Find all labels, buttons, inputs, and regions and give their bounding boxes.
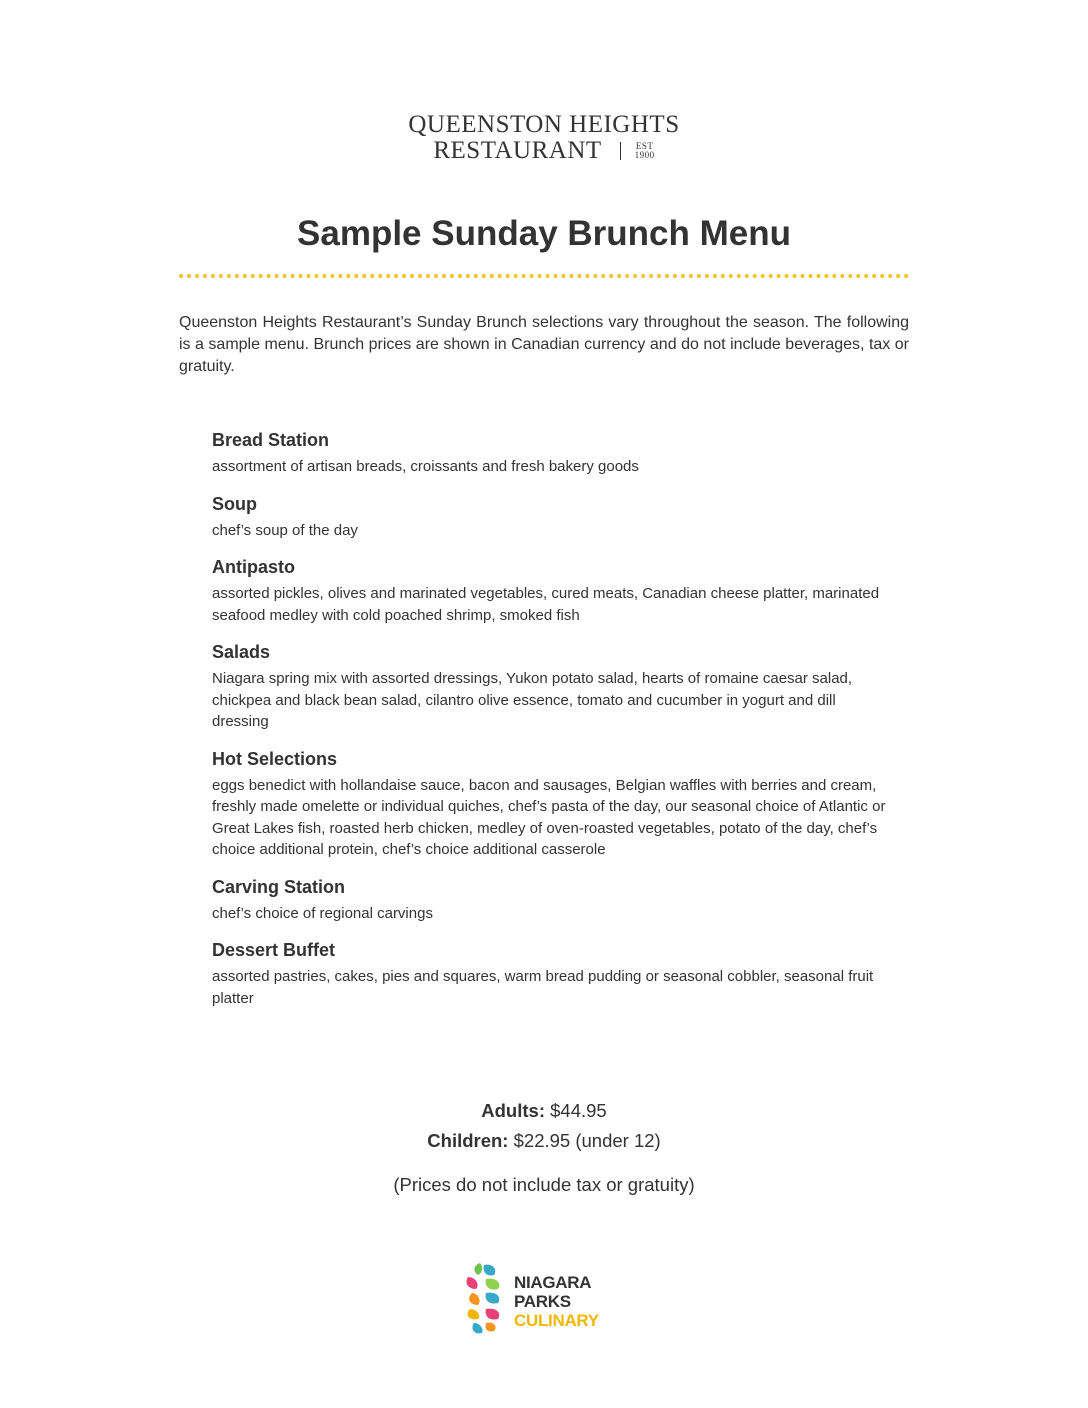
price-children-label: Children: (427, 1130, 509, 1151)
section-description: eggs benedict with hollandaise sauce, bacon and sausages, Belgian waffles with berries and cream, freshly made omelette or individual quiches, chef’s pasta of the day, our seasonal choice of Atlantic or Great Lakes fish, roasted herb chicken, medley of oven-roasted vegetables, potato of the day, chef’s choice additional protein, chef’s choice additional casserole (212, 776, 886, 858)
section-description: chef’s choice of regional carvings (212, 904, 433, 922)
menu-sections (212, 428, 892, 1023)
price-children-value: $22.95 (under 12) (513, 1130, 661, 1151)
section-heading: Bread Station (212, 430, 330, 450)
section-description: assorted pastries, cakes, pies and squares, warm bread pudding or seasonal cobbler, seasonal fruit platter (212, 968, 874, 1007)
section-description: Niagara spring mix with assorted dressings, Yukon potato salad, hearts of romaine caesar salad, chickpea and black bean salad, cilantro olive essence, tomato and cucumber in yogurt and dill dressing (212, 670, 853, 730)
dotted-divider (179, 274, 909, 278)
menu-section-antipasto (212, 555, 892, 626)
price-children (0, 1126, 1088, 1156)
brand-line-2: PARKS (514, 1291, 571, 1311)
section-heading: Salads (212, 642, 271, 662)
logo-est-year: 1900 (634, 150, 655, 160)
price-adults (0, 1096, 1088, 1126)
logo-line-2: RESTAURANT (433, 137, 602, 164)
logo-line-1: QUEENSTON HEIGHTS (408, 111, 680, 138)
section-description: assortment of artisan breads, croissants and fresh bakery goods (212, 458, 639, 475)
section-description: chef’s soup of the day (212, 521, 358, 539)
logo-est-label: EST (635, 141, 654, 151)
price-block (0, 1096, 1088, 1200)
price-adults-label: Adults: (481, 1100, 545, 1121)
logo-line-2-row (433, 138, 654, 164)
menu-section-salads (212, 640, 892, 733)
leaf-emblem-icon (462, 1259, 506, 1343)
section-description: assorted pickles, olives and marinated vegetables, cured meats, Canadian cheese platter, marinated seafood medley with cold poached shrimp, smoked fish (212, 585, 880, 624)
brand-wordmark (514, 1273, 599, 1330)
intro-paragraph: Queenston Heights Restaurant’s Sunday Brunch selections vary throughout the season. The following is a sample menu. Brunch prices are shown in Canadian currency and do not include beverages, tax or gratuity. (179, 314, 909, 375)
niagara-parks-culinary-logo (462, 1256, 632, 1346)
menu-section-carving-station (212, 875, 892, 925)
page-title: Sample Sunday Brunch Menu (297, 214, 791, 253)
brand-line-3: CULINARY (514, 1310, 599, 1330)
section-heading: Carving Station (212, 876, 346, 897)
menu-section-dessert-buffet (212, 938, 892, 1009)
price-note: (Prices do not include tax or gratuity) (393, 1174, 695, 1195)
section-heading: Dessert Buffet (212, 940, 336, 960)
price-adults-value: $44.95 (550, 1100, 607, 1121)
section-heading: Soup (212, 493, 257, 514)
logo-separator (620, 142, 621, 160)
restaurant-logo (0, 112, 1088, 164)
brand-line-1: NIAGARA (514, 1272, 592, 1292)
section-heading: Antipasto (212, 557, 295, 577)
menu-section-hot-selections (212, 747, 892, 861)
logo-established (635, 142, 655, 160)
section-heading: Hot Selections (212, 748, 338, 769)
menu-section-bread-station (212, 428, 892, 478)
menu-section-soup (212, 492, 892, 542)
